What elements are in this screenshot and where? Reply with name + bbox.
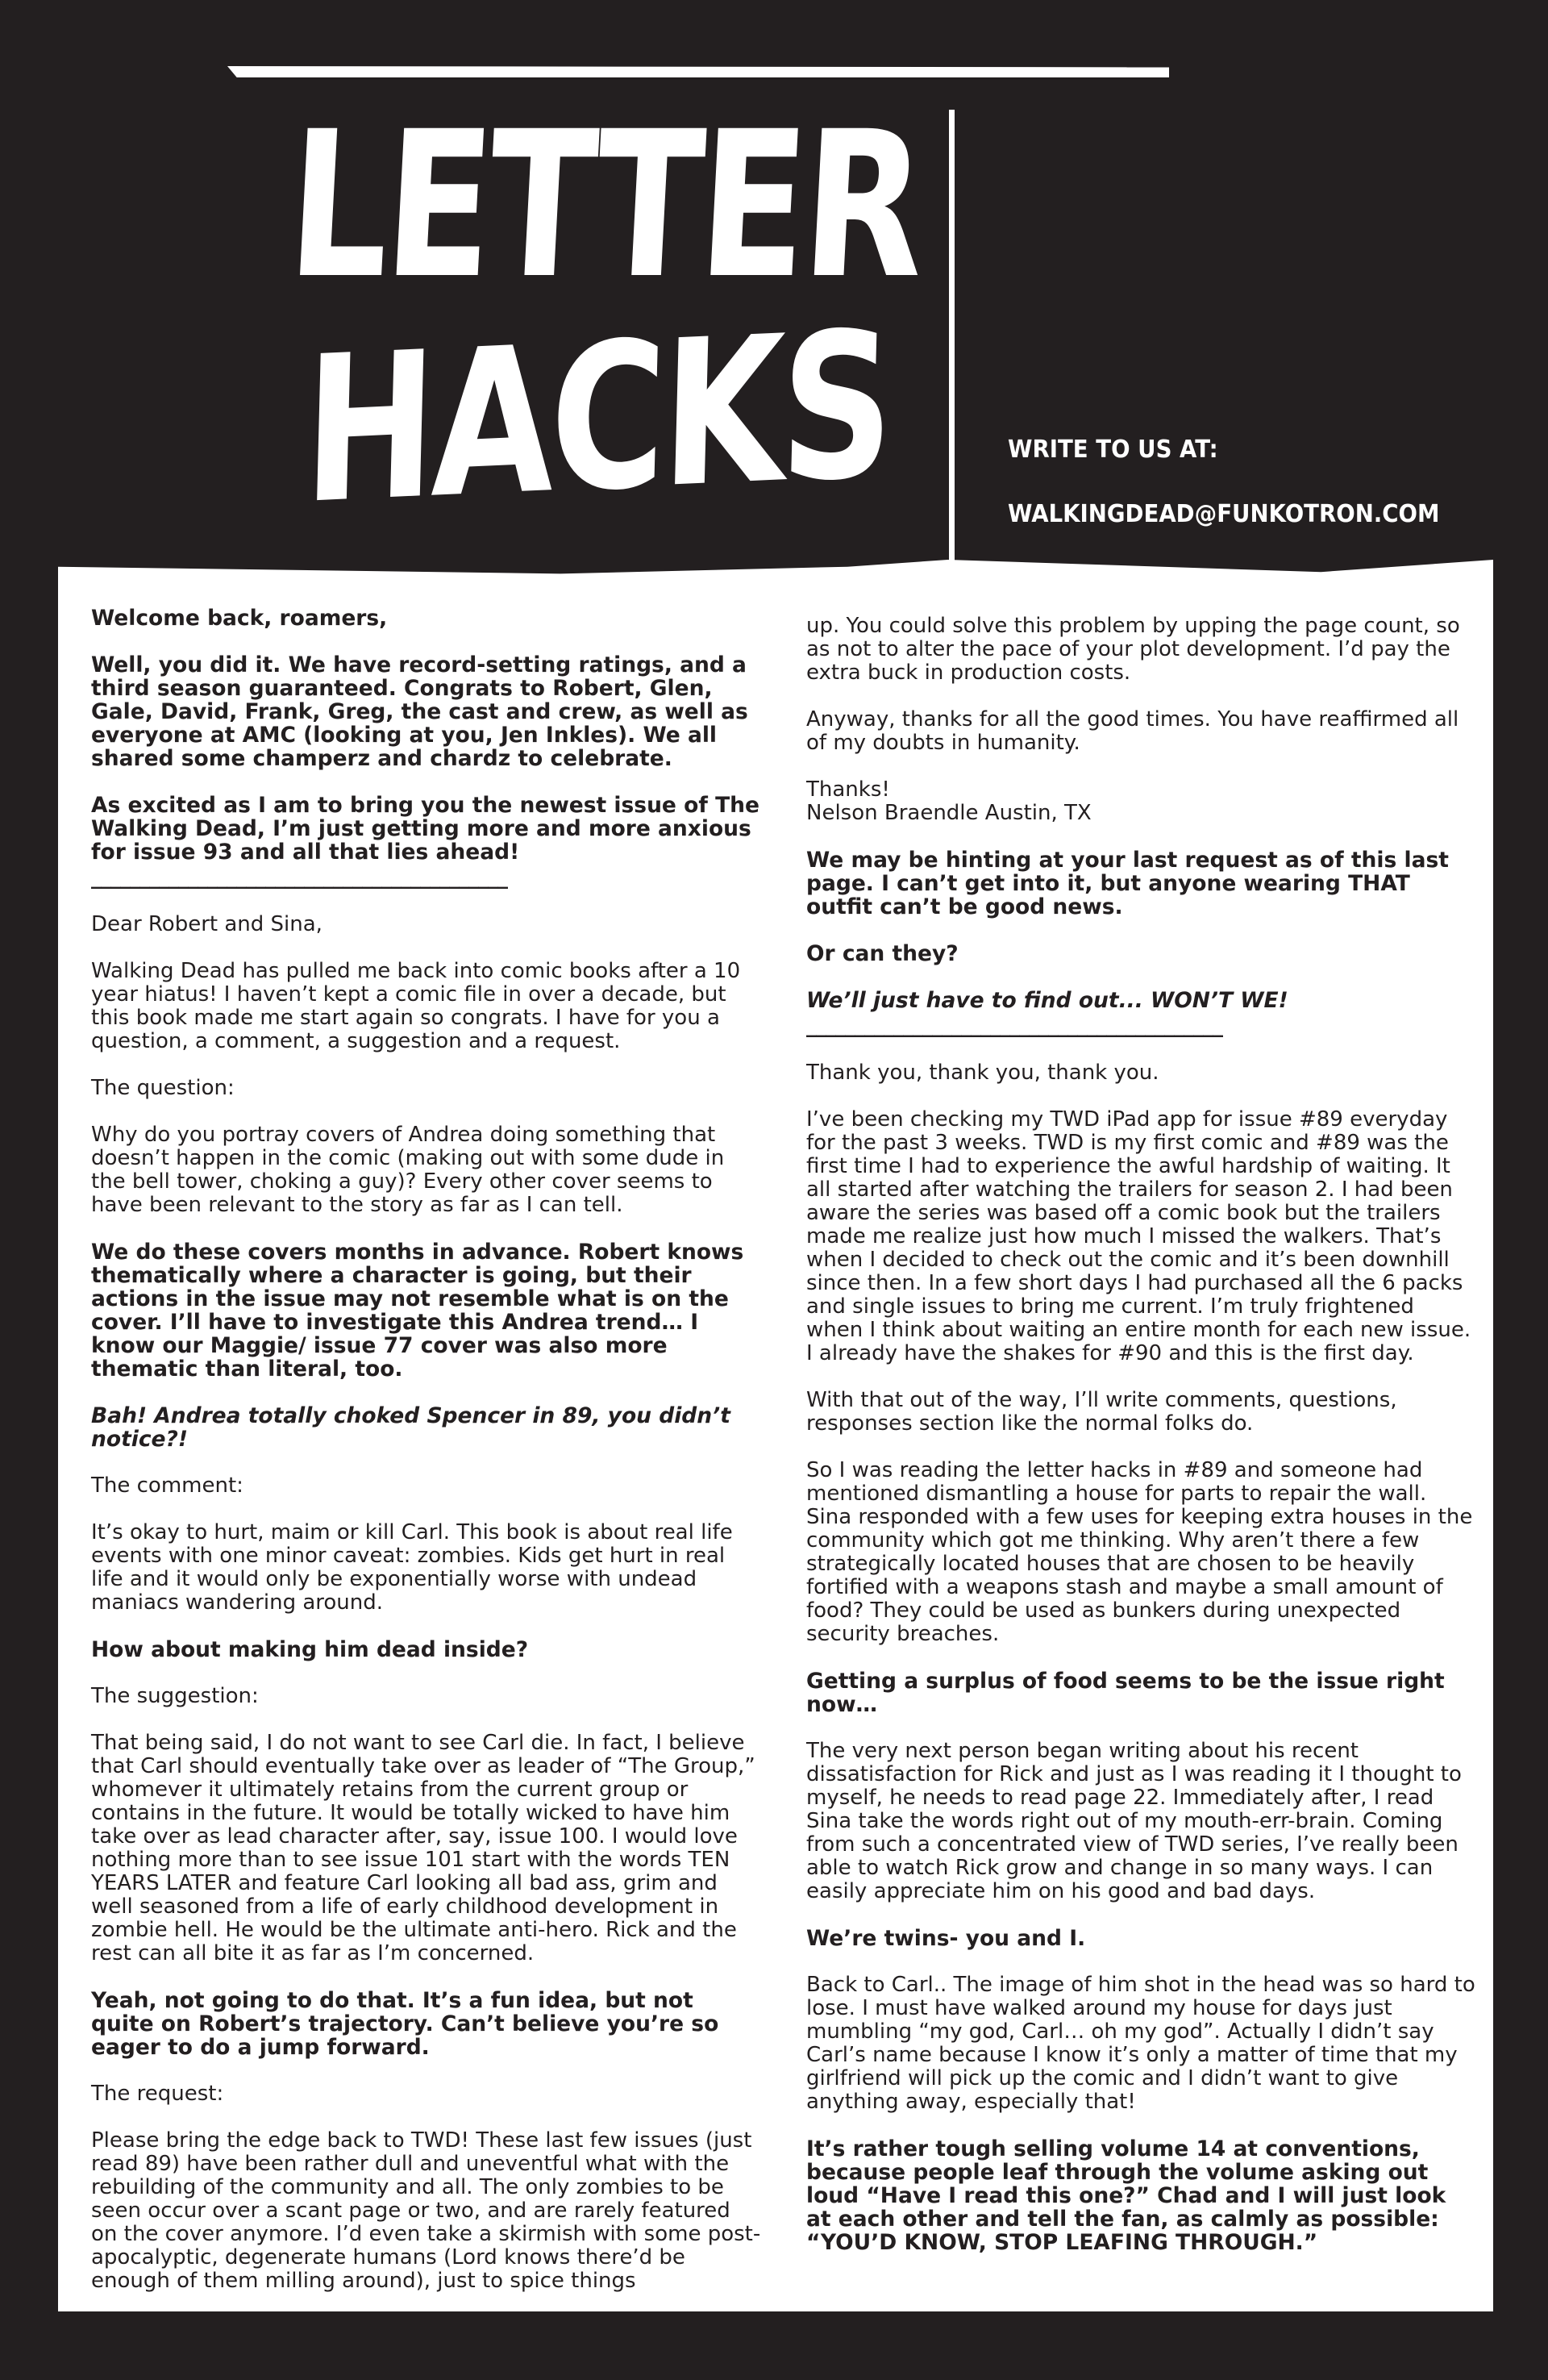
- letter-paragraph: Thanks! Nelson Braendle Austin, TX: [806, 777, 1092, 825]
- letter-paragraph: Please bring the edge back to TWD! These last few issues (just read 89) have been rather dull and uneventful what with the rebuilding of the community and all. The only zombies to be seen occur over a scant page or two, and are rarely featured on the cover anymore. I’d even take a skirmish with some post-apocalyptic, degenerate humans (Lord knows there’d be enough of them milling around), just to spice things: [91, 2128, 761, 2293]
- letter-paragraph: So I was reading the letter hacks in #89 and someone had mentioned dismantling a house for parts to repair the wall. Sina responded with a few uses for keeping extra houses in the community which got me thinking. Why aren’t there a few strategically located houses that are chosen to be heavily fortified with a weapons stash and maybe a small amount of food? They could be used as bunkers during unexpected security breaches.: [806, 1458, 1473, 1646]
- letter-paragraph: It’s okay to hurt, maim or kill Carl. This book is about real life events with one minor caveat: zombies. Kids get hurt in real life and it would only be exponentially worse with undead maniacs wandering around.: [91, 1520, 733, 1615]
- letter-paragraph: Thank you, thank you, thank you.: [806, 1061, 1159, 1085]
- letter-paragraph: up. You could solve this problem by upping the page count, so as not to alter the pace of your plot development. I’d pay the extra buck in production costs.: [806, 614, 1460, 685]
- section-divider: ___________________________________________: [91, 866, 507, 890]
- editor-response: Yeah, not going to do that. It’s a fun idea, but not quite on Robert’s trajectory. Can’t believe you’re so eager to do a jump forward.: [91, 1988, 719, 2060]
- header-vertical-rule: [949, 110, 955, 569]
- right-column: [806, 615, 1477, 2278]
- letter-paragraph: The request:: [91, 2082, 224, 2106]
- editor-response: Getting a surplus of food seems to be the issue right now…: [806, 1669, 1445, 1717]
- editor-response: Well, you did it. We have record-setting ratings, and a third season guaranteed. Congrats to Robert, Glen, Gale, David, Frank, Greg, the cast and crew, as well as everyone at AMC (looking at you, Jen Inkles). We all shared some champerz and chardz to celebrate.: [91, 652, 748, 771]
- letter-paragraph: The suggestion:: [91, 1684, 259, 1708]
- letter-paragraph: Back to Carl.. The image of him shot in the head was so hard to lose. I must have walked around my house for days just mumbling “my god, Carl… oh my god”. Actually I didn’t say Carl’s name because I know it’s only a matter of time that my girlfriend will pick up the comic and I didn’t want to give anything away, especially that!: [806, 1973, 1475, 2114]
- letter-paragraph: Dear Robert and Sina,: [91, 912, 322, 936]
- editor-response: How about making him dead inside?: [91, 1637, 529, 1662]
- letter-paragraph: I’ve been checking my TWD iPad app for issue #89 everyday for the past 3 weeks. TWD is my first comic and #89 was the first time I had to experience the awful hardship of waiting. It all started after watching the trailers for season 2. I had been aware the series was based off a comic book but the trailers made me realize just how much I missed the walkers. That’s when I decided to check out the comic and it’s been downhill since then. In a few short days I had purchased all the 6 packs and single issues to bring me current. I’m truly frightened when I think about waiting an entire month for each new issue. I already have the shakes for #90 and this is the first day.: [806, 1107, 1471, 1365]
- editor-response: We do these covers months in advance. Robert knows thematically where a character is going, but their actions in the issue may not resemble what is on the cover. I’ll have to investigate this Andrea trend… I know our Maggie/ issue 77 cover was also more thematic than literal, too.: [91, 1240, 744, 1382]
- logo-line-1: LETTER: [283, 88, 927, 323]
- letter-paragraph: That being said, I do not want to see Carl die. In fact, I believe that Carl should eventually take over as leader of “The Group,” whomever it ultimately retains from the current group or contains in the future. It would be totally wicked to have him take over as lead character after, say, issue 100. I would love nothing more than to see issue 101 start with the words TEN YEARS LATER and feature Carl looking all bad ass, grim and well seasoned from a life of early childhood development in zombie hell. He would be the ultimate anti-hero. Rick and the rest can all bite it as far as I’m concerned.: [91, 1731, 755, 1965]
- editor-response: It’s rather tough selling volume 14 at conventions, because people leaf through the volume asking out loud “Have I read this one?” Chad and I will just look at each other and tell the fan, as calmly as possible: “YOU’D KNOW, STOP LEAFING THROUGH.”: [806, 2136, 1446, 2255]
- editor-response: As excited as I am to bring you the newest issue of The Walking Dead, I’m just getting more and more anxious for issue 93 and all that lies ahead!: [91, 793, 760, 865]
- letter-paragraph: The comment:: [91, 1473, 243, 1498]
- editor-response: We’re twins- you and I.: [806, 1926, 1086, 1951]
- header-top-rule: [227, 66, 1169, 77]
- editor-response: We may be hinting at your last request as of this last page. I can’t get into it, but anyone wearing THAT outfit can’t be good news.: [806, 848, 1449, 919]
- letter-hacks-logo: [261, 88, 927, 581]
- editor-response: Bah! Andrea totally choked Spencer in 89, you didn’t notice?!: [91, 1403, 730, 1452]
- left-column: [91, 606, 762, 2316]
- letter-paragraph: Walking Dead has pulled me back into comic books after a 10 year hiatus! I haven’t kept a comic file in over a decade, but this book made me start again so congrats. I have for you a question, a comment, a suggestion and a request.: [91, 959, 741, 1053]
- logo-line-2: HACKS: [301, 287, 893, 548]
- letter-paragraph: The question:: [91, 1076, 235, 1100]
- editor-response: We’ll just have to find out... WON’T WE!: [806, 988, 1288, 1013]
- letter-paragraph: Anyway, thanks for all the good times. You have reaffirmed all of my doubts in humanity.: [806, 707, 1459, 755]
- section-divider: ___________________________________________: [806, 1015, 1222, 1038]
- letter-paragraph: Why do you portray covers of Andrea doing something that doesn’t happen in the comic (making out with some dude in the bell tower, choking a guy)? Every other cover seems to have been relevant to the story as far as I can tell.: [91, 1123, 725, 1217]
- letter-paragraph: The very next person began writing about his recent dissatisfaction for Rick and just as I was reading it I thought to myself, he needs to read page 22. Immediately after, I read Sina take the words right out of my mouth-err-brain. Coming from such a concentrated view of TWD series, I’ve really been able to watch Rick grow and change in so many ways. I can easily appreciate him on his good and bad days.: [806, 1739, 1462, 1903]
- editor-response: Welcome back, roamers,: [91, 606, 388, 631]
- editor-response: Or can they?: [806, 941, 959, 966]
- contact-email: WALKINGDEAD@FUNKOTRON.COM: [1008, 500, 1440, 528]
- write-to-label: WRITE TO US AT:: [1008, 436, 1218, 464]
- letter-paragraph: With that out of the way, I’ll write comments, questions, responses section like the normal folks do.: [806, 1388, 1397, 1436]
